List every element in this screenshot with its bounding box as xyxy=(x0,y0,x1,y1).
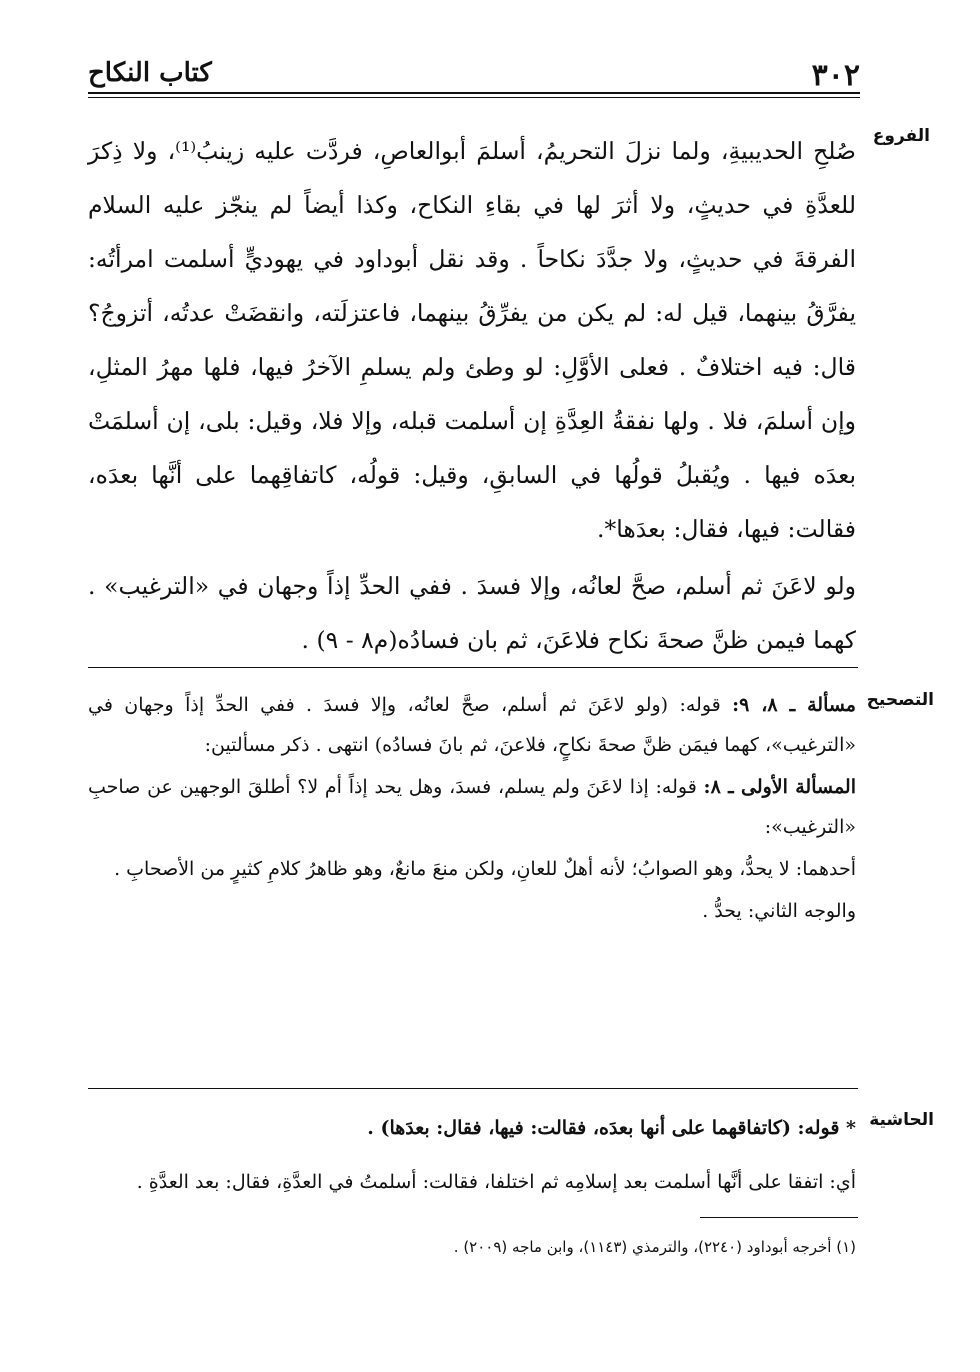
branches-paragraph: ولو لاعَنَ ثم أسلم، صحَّ لعانُه، وإلا فسدَ . ففي الحدِّ إذاً وجهان في «الترغيب» . كهما فيمن ظنَّ صحةَ نكاح فلاعَنَ، ثم بان فسادُه(م٨ - ٩) . xyxy=(88,572,856,654)
margin-note-label: الحاشية xyxy=(869,1110,934,1130)
header-rule xyxy=(88,92,860,94)
correction-text xyxy=(88,685,856,933)
correction-lead: المسألة الأولى ـ ٨: xyxy=(703,776,856,798)
page-number: ٣٠٢ xyxy=(811,58,860,93)
branches-text xyxy=(88,124,856,670)
margin-note-lead: * قوله: (كاتفاقهما على أنها بعدَه، فقالت: فيها، فقال: بعدَها) . xyxy=(367,1117,856,1139)
correction-paragraph xyxy=(88,685,856,765)
correction-paragraph xyxy=(88,767,856,847)
footnote: (١) أخرجه أبوداود (٢٢٤٠)، والترمذي (١١٤٣)، وابن ماجه (٢٠٠٩) . xyxy=(453,1238,856,1256)
margin-note-body: أي: اتفقا على أنَّها أسلمت بعد إسلامِه ثم اختلفا، فقالت: أسلمتُ في العدَّةِ، فقال: بعد العدَّةِ . xyxy=(136,1171,856,1193)
correction-paragraph: والوجه الثاني: يحدُّ . xyxy=(702,900,856,922)
branches-paragraph: صُلحِ الحديبيةِ، ولما نزلَ التحريمُ، أسلمَ أبوالعاصِ، فردَّت عليه زينبُ⁽¹⁾، ولا ذِكرَ للعدَّةِ في حديثٍ، ولا أثرَ لها في بقاءِ النكاح، وكذا أيضاً لم ينجّز عليه السلام الفرقةَ في حديثٍ، ولا جدَّدَ نكاحاً . وقد نقل أبوداود في يهوديٍّ أسلمت امرأتُه: يفرَّقُ بينهما، قيل له: لم يكن من يفرِّقُ بينهما، فاعتزلَته، وانقضَتْ عدتُه، أتزوجُ؟ قال: فيه اختلافٌ . فعلى الأوَّلِ: لو وطئ ولم يسلمِ الآخرُ فيها، فلها مهرُ المثلِ، وإن أسلمَ، فلا . ولها نفقةُ العِدَّةِ إن أسلمت قبله، وإلا فلا، وقيل: بلى، إن أسلمَتْ بعدَه فيها . ويُقبلُ قولُها في السابقِ، وقيل: قولُه، كاتفاقِهما على أنَّها بعدَه، فقالت: فيها، فقال: بعدَها*. xyxy=(88,137,857,543)
correction-lead: مسألة ـ ٨، ٩: xyxy=(732,694,856,716)
correction-body: قوله: (ولو لاعَنَ ثم أسلم، صحَّ لعانُه، وإلا فسدَ . ففي الحدِّ إذاً وجهان في «الترغيب»، كهما فيمَن ظنَّ صحةَ نكاحٍ، فلاعنَ، ثم بانَ فسادُه) انتهى . ذكر مسألتين: xyxy=(88,694,856,756)
branches-label: الفروع xyxy=(872,126,930,146)
footnote-rule xyxy=(700,1217,858,1218)
header-rule-thin xyxy=(88,97,860,98)
page-header xyxy=(88,46,860,92)
correction-label: التصحيح xyxy=(866,690,934,710)
correction-body: قوله: إذا لاعَنَ ولم يسلم، فسدَ، وهل يحد إذاً أم لا؟ أطلقَ الوجهين عن صاحبِ «الترغيب»: xyxy=(88,776,856,838)
running-title: كتاب النكاح xyxy=(88,58,212,88)
margin-note-text xyxy=(88,1108,856,1216)
section-divider xyxy=(88,1088,858,1089)
section-divider xyxy=(88,667,858,668)
correction-paragraph: أحدهما: لا يحدُّ، وهو الصوابُ؛ لأنه أهلٌ للعانِ، ولكن منعَ مانعٌ، وهو ظاهرُ كلامِ كثيرٍ من الأصحابِ . xyxy=(114,858,856,880)
